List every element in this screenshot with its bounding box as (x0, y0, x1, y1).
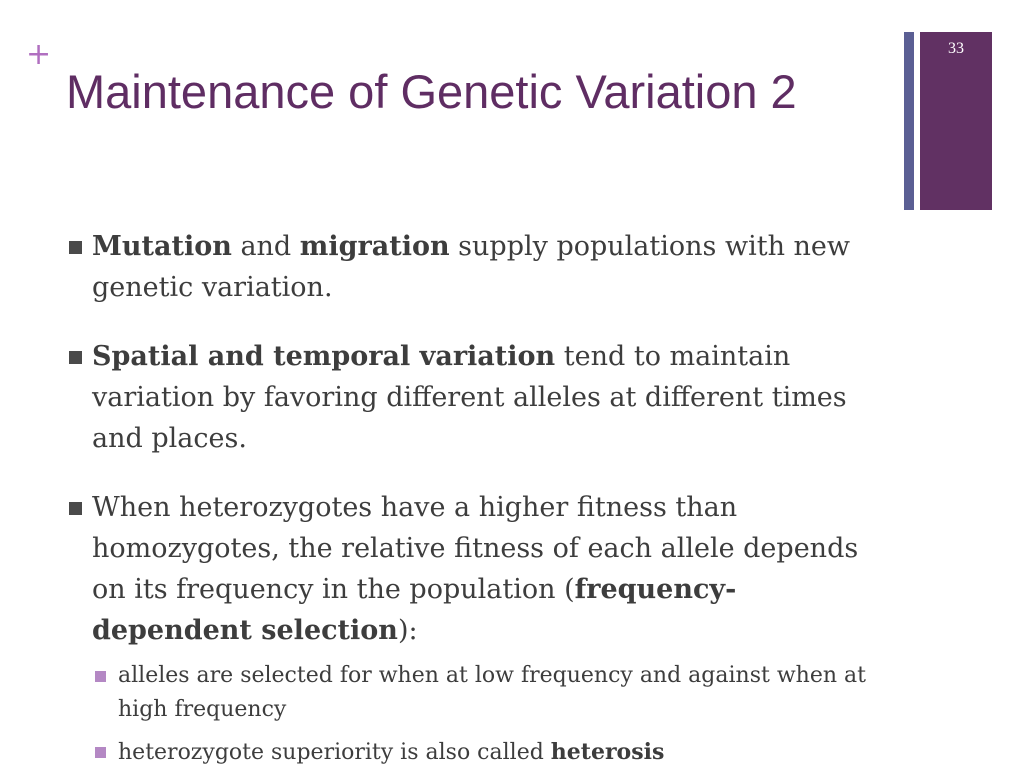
bullet-text: tend to maintain variation by favoring different alleles at different times and places. (92, 341, 847, 454)
square-bullet-icon (95, 671, 106, 682)
plus-icon: + (26, 37, 52, 72)
slide-title: Maintenance of Genetic Variation 2 (66, 65, 797, 118)
square-bullet-icon (69, 351, 82, 364)
bullet-text: supply populations with new genetic variation. (92, 231, 851, 303)
accent-box (920, 32, 992, 210)
sub-bullet-item (66, 735, 886, 768)
bullet-text-bold: Mutation (92, 231, 232, 262)
bullet-text-bold: Spatial and temporal variation (92, 341, 556, 372)
slide-number: 33 (948, 40, 964, 57)
sub-bullet-text: heterozygote superiority is also called (118, 740, 551, 765)
bullet-item (66, 487, 886, 651)
sub-bullet-text: alleles are selected for when at low frequency and against when at high frequency (118, 663, 866, 722)
accent-bar (904, 32, 914, 210)
square-bullet-icon (69, 241, 82, 254)
square-bullet-icon (69, 502, 82, 515)
bullet-text-bold: migration (299, 231, 450, 262)
bullet-text: When heterozygotes have a higher fitness than homozygotes, the relative fitness of each allele depends on its frequency in the population ( (92, 492, 859, 605)
sub-bullet-text-bold: heterosis (550, 739, 665, 765)
bullet-item (66, 226, 886, 308)
bullet-text: ): (397, 615, 418, 646)
sub-bullet-item (66, 659, 886, 727)
bullet-list (66, 226, 886, 768)
bullet-text-bold: frequency-dependent selection (92, 574, 737, 646)
bullet-text: and (231, 231, 300, 262)
bullet-item (66, 336, 886, 459)
square-bullet-icon (95, 747, 106, 758)
